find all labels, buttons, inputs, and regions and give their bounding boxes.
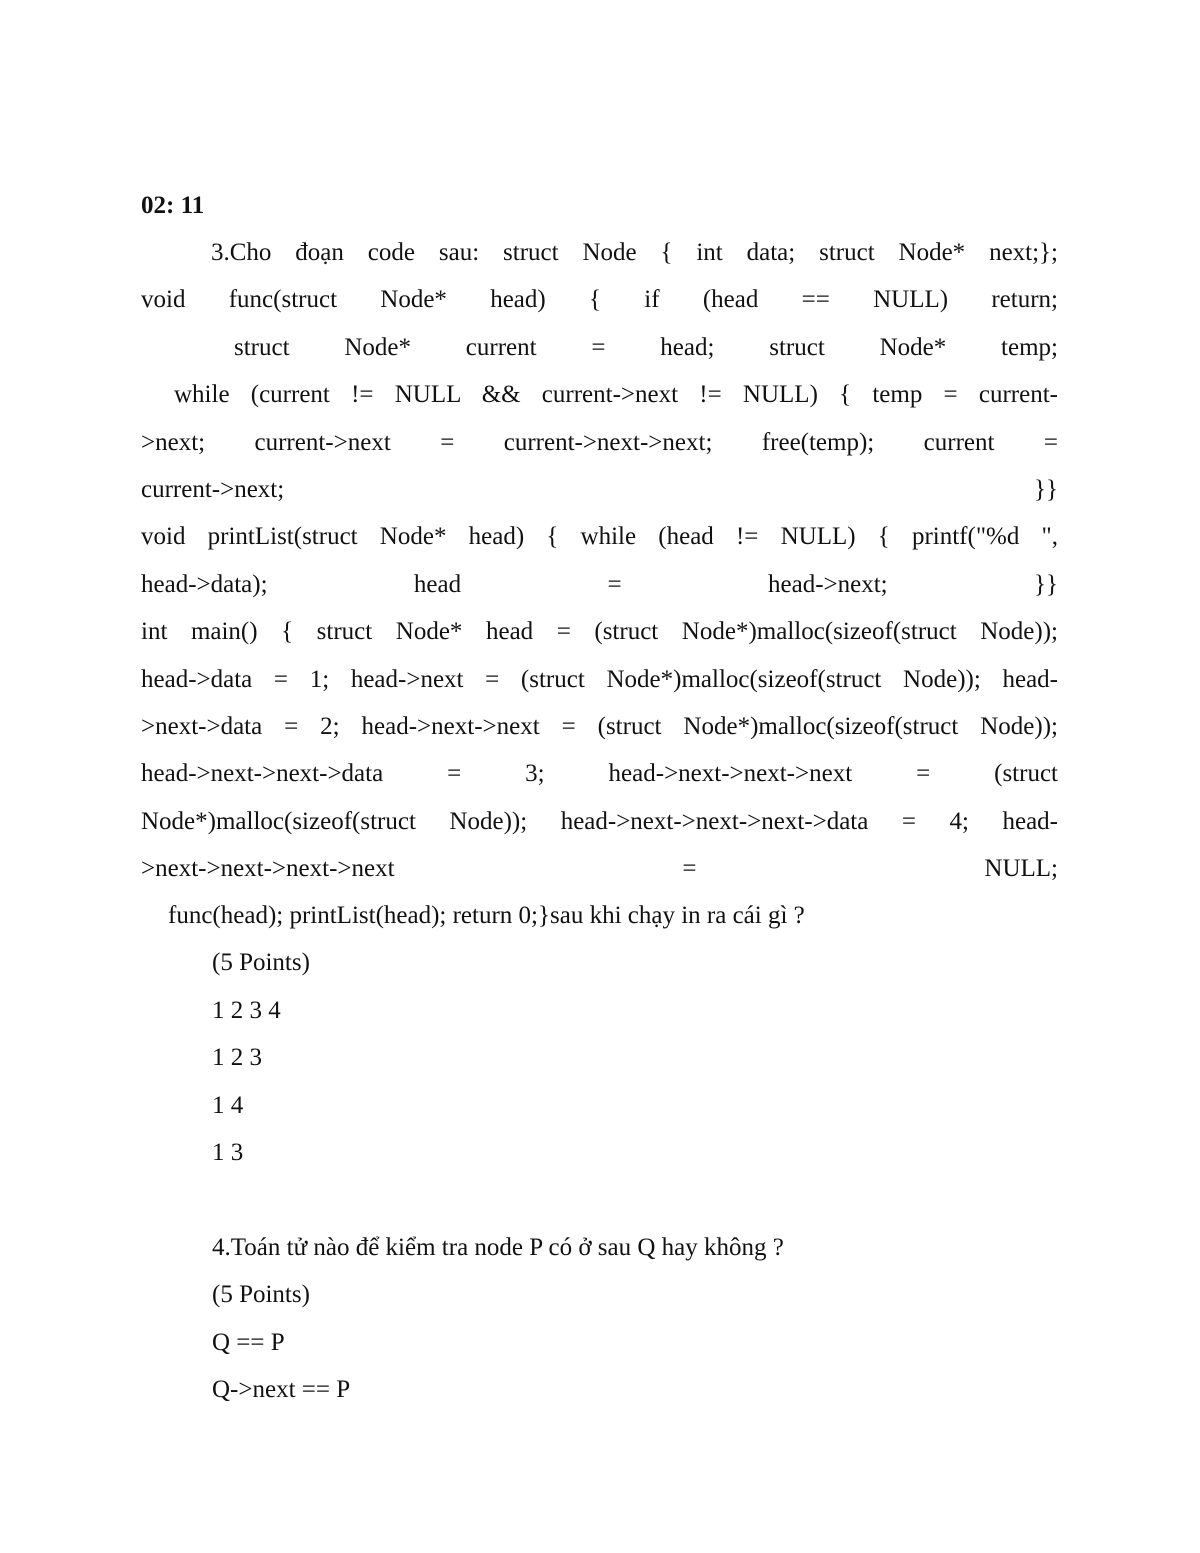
question-3-line — [141, 473, 1058, 520]
question-3-line: >next; current->next = current->next->next; free(temp); current = — [141, 428, 1058, 456]
answer-option[interactable]: 1 2 3 — [212, 1044, 262, 1071]
question-3-line: void func(struct Node* head) { if (head == NULL) return; — [141, 286, 1058, 314]
question-3-line: int main() { struct Node* head = (struct Node*)malloc(sizeof(struct Node)); — [141, 618, 1058, 646]
question-3-line: >next->next->next->next = NULL; — [141, 855, 1058, 883]
question-3-line: Node*)malloc(sizeof(struct Node)); head->next->next->next->data = 4; head- — [141, 807, 1058, 835]
question-3-line: while (current != NULL && current->next != NULL) { temp = current- — [174, 381, 1058, 409]
timestamp: 02: 11 — [141, 192, 205, 219]
question-3-points: (5 Points) — [212, 949, 310, 976]
question-3-line: head->data); head = head->next; }} — [141, 570, 1058, 598]
question-4-points: (5 Points) — [212, 1281, 310, 1308]
question-4-text: 4.Toán tử nào để kiểm tra node P có ở sau Q hay không ? — [212, 1234, 784, 1261]
question-3-line: head->data = 1; head->next = (struct Node*)malloc(sizeof(struct Node)); head- — [141, 665, 1058, 693]
answer-option[interactable]: 1 4 — [212, 1092, 244, 1119]
answer-option[interactable]: 1 3 — [212, 1139, 244, 1166]
question-3-line: head->next->next->data = 3; head->next->next->next = (struct — [141, 760, 1058, 788]
question-3 — [141, 236, 1058, 947]
question-3-line: func(head); printList(head); return 0;}sau khi chạy in ra cái gì ? — [168, 902, 805, 930]
question-3-line: struct Node* current = head; struct Node* temp; — [234, 333, 1058, 361]
question-3-line: 3.Cho đoạn code sau: struct Node { int data; struct Node* next;}; — [211, 239, 1058, 266]
question-3-line: >next->data = 2; head->next->next = (struct Node*)malloc(sizeof(struct Node)); — [141, 712, 1058, 740]
question-3-line-part: }} — [1034, 475, 1058, 503]
question-3-line-part: current->next; — [141, 475, 285, 503]
question-3-line: void printList(struct Node* head) { while (head != NULL) { printf("%d ", — [141, 523, 1058, 551]
answer-option[interactable]: Q->next == P — [212, 1376, 351, 1403]
answer-option[interactable]: 1 2 3 4 — [212, 997, 281, 1024]
answer-option[interactable]: Q == P — [212, 1329, 285, 1356]
